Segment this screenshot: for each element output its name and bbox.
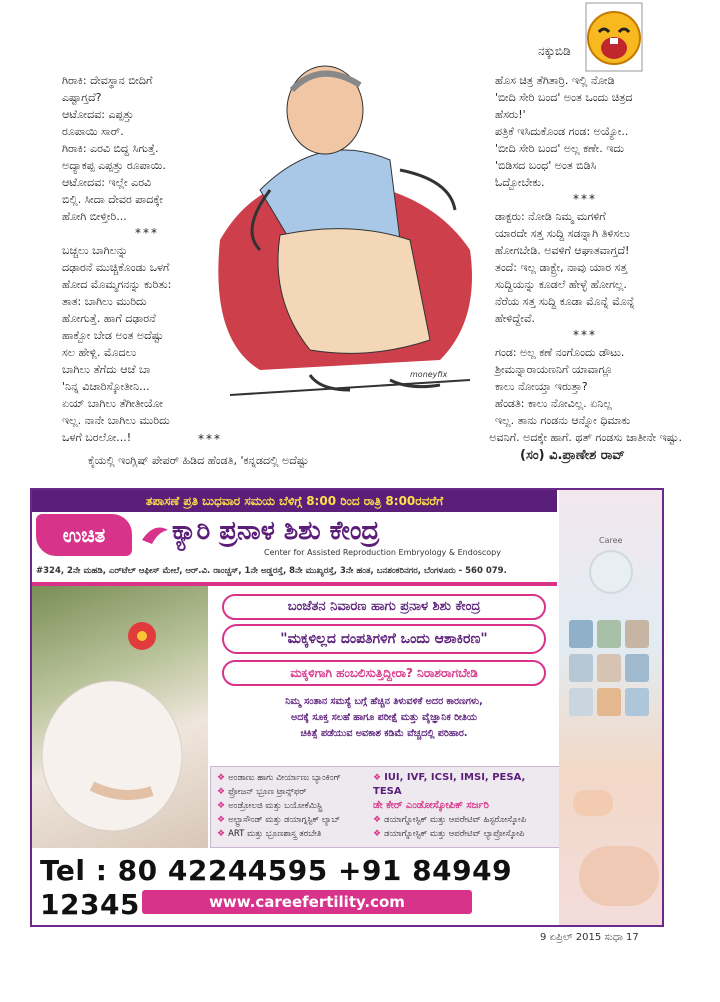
text-line: 'ಬಿಡಿಸದ ಬಂಧ' ಅಂತ ಬಿಡಿಸಿ (495, 159, 597, 172)
section-divider: *** (198, 432, 222, 446)
text-line: ಅದ್ಯಾಕಪ್ಪ ಎಪ್ಪತ್ತು ರೂಪಾಯಿ. (62, 159, 166, 172)
section-divider: *** (573, 328, 597, 342)
list-item: ❖ ಅಲ್ಟ್ರಾಸೌಂಡ್ ಮತ್ತು ಡಯಾಗ್ನಸ್ಟಿಕ್ ಲ್ಯಾಬ್ (217, 815, 340, 825)
embryo-image (625, 620, 649, 648)
text-line: ಅವನಿಗೆ. ಅದಕ್ಕೇ ಹಾಗೆ. ಥತ್ ಗಂಡಸು ಜಾತೀನೇ ಇಷ್ಟು. (489, 431, 682, 444)
diamond-icon: ❖ (217, 815, 226, 825)
text-line: ಹೋಗಿ ಬೀಳ್ತೀರಿ... (62, 210, 127, 223)
text-line: ಸಲ ಹೇಳ್ಲಿ. ಮೊದಲು (62, 346, 137, 359)
text-line: ಕಾಲು ನೋಯ್ತಾ ಇರುತ್ತಾ? (495, 380, 588, 393)
text-line: ಹೇಳಿದ್ದೇವೆ. (495, 312, 535, 325)
ad-body (218, 694, 550, 742)
text-line: ಒಳಗೆ ಬರಲೋ...! (62, 431, 132, 444)
text-line: ಬಾಗಿಲು ತೆಗೆದು ಆಚೆ ಬಾ (62, 363, 151, 376)
services-box (210, 766, 560, 848)
text-line: ಏಯ್ ಬಾಗಿಲು ತೆಗೀತೀಯೋ (62, 397, 163, 410)
text-line: ಹೋಗುತ್ತೆ. ಹಾಗೆ ದಢಾರನೆ (62, 312, 156, 325)
list-item: ❖ ಅಂಡಾಣು ಹಾಗು ವೀರ್ಯಾಣು ಬ್ಯಾಂಕಿಂಗ್ (217, 773, 341, 783)
diamond-icon: ❖ (217, 801, 226, 811)
embryo-image (625, 654, 649, 682)
text-line: 'ನಿನ್ನ ವಿಚಾರಿಸ್ಕೋತೀನಿ... (62, 380, 150, 393)
embryo-image (569, 688, 593, 716)
text-line: ಡಾಕ್ಟರು: ನೋಡಿ ನಿಮ್ಮ ಮಗಳಿಗೆ (495, 210, 606, 223)
list-item: ❖ ART ಮತ್ತು ಭ್ರೂಣಶಾಸ್ತ್ರ ತರಬೇತಿ (217, 829, 322, 839)
text-line: ಹೊಸ ಚಿತ್ರ ತೆಗಿತಾರ್ರಿ. ಇಲ್ಲಿ ನೋಡಿ (495, 74, 615, 87)
body-line: ಅದಕ್ಕೆ ಸೂಕ್ತ ಸಲಹೆ ಹಾಗೂ ಪರೀಕ್ಷೆ ಮತ್ತು ವೈಜ್ಞಾನಿಕ ರೀತಿಯ (290, 712, 478, 723)
text-line: ತಾತ: ಬಾಗಿಲು ಮುರಿದು (62, 295, 147, 308)
diamond-icon: ❖ (373, 829, 382, 839)
logo-icon (140, 522, 170, 550)
clinic-subtitle: Center for Assisted Reproduction Embryology & Endoscopy (264, 548, 501, 557)
text-line: ಓದ್ಬೋಬೇಕು. (495, 176, 545, 189)
phone-numbers: Tel : 80 42244595 +91 84949 12345 (40, 854, 558, 888)
diamond-icon: ❖ (217, 787, 226, 797)
text-line: ರೂಪಾಯಿ ಸಾರ್. (62, 125, 124, 138)
text-line: ಹೆಂಡತಿ: ಕಾಲು ನೋವಿಲ್ಲ. ಏನಿಲ್ಲ (495, 397, 612, 410)
text-line: ತಂದೆ: ಇಲ್ಲ ಡಾಕ್ಟ್ರೇ, ನಾವು ಯಾರ ಸತ್ತ (495, 261, 628, 274)
text-line: ಹೋದ ಮೊಮ್ಮಗನನ್ನು ಕುರಿತು: (62, 278, 172, 291)
list-item: ಡೇ ಕೇರ್ ಎಂಡೋಸ್ಕೋಪಿಕ್ ಸರ್ಜರಿ (373, 800, 489, 811)
clinic-address: #324, 2ನೇ ಮಹಡಿ, ಎರ್‌ಟೆಲ್ ಆಫೀಸ್ ಮೇಲೆ, ಆರ್.ವಿ. ರಾಂಚ್ಚಸ್, 1ನೇ ಅಡ್ಡರಸ್ತೆ, 8ನೇ ಮುಖ್ಯರಸ್ತೆ, 3ನೇ ಹಂತ, ಬನಶಂಕರಿನಗರ, ಬೆಂಗಳೂರು - 560 079. (36, 566, 507, 576)
embryo-image (625, 688, 649, 716)
text-line: ಗಿರಾಕಿ: ದೇವಸ್ಥಾನ ಬೀದಿಗೆ (62, 74, 153, 87)
text-line: ಪತ್ರಿಕೆ ಇಸಿದುಕೊಂಡ ಗಂಡ: ಅಯ್ಯೋ.. (495, 125, 629, 138)
website-link[interactable]: www.careefertility.com (142, 890, 472, 914)
list-item: ❖ ಡಯಾಗ್ನೋಸ್ಟಿಕ್ ಮತ್ತು ಆಪರೇಟಿವ್ ಹಿಸ್ಟರೋಸ್ಕೋಪಿ (373, 815, 527, 825)
text-line: ಬಿಲ್ಲಿ. ಸೀದಾ ದೇವರ ಪಾದಕ್ಕೇ (62, 193, 163, 206)
question-banner: ಮಕ್ಕಳಿಗಾಗಿ ಹಂಬಲಿಸುತ್ತಿದ್ದೀರಾ? ನಿರಾಶರಾಗಬೇಡಿ (222, 660, 546, 686)
text-line: ಬಚ್ಚಲು ಬಾಗಿಲನ್ನು (62, 244, 128, 257)
text-line: ಇಲ್ಲ. ತಾನು ಗಂಡನು ಆನ್ನೋ ಧಿಮಾಕು (495, 414, 631, 427)
diamond-icon: ❖ (217, 829, 226, 839)
continuation-line: ಕೈಯಲ್ಲಿ ಇಂಗ್ಲಿಷ್ ಪೇಪರ್ ಹಿಡಿದ ಹೆಂಡತಿ, 'ಕನ್ನಡದಲ್ಲಿ ಅದೆಷ್ಟು (88, 454, 309, 467)
text-line: ಹೋಗಬೇಡಿ. ಅವಳಿಗೆ ಆಘಾತವಾಗ್ತದೆ! (495, 244, 630, 257)
text-line: ಆಟೋದವ: ಎಪ್ಪತ್ತು (62, 108, 134, 121)
body-line: ನಿಮ್ಮ ಸಂತಾನ ಸಮಸ್ಯೆ ಬಗ್ಗೆ ಹೆಚ್ಚಿನ ತಿಳುವಳಿಕೆ ಅದರ ಕಾರಣಗಳು, (285, 696, 483, 707)
right-column (495, 72, 675, 429)
left-column (62, 72, 232, 446)
text-line: ಹಾಕ್ಬೋ ಬೇಡ ಅಂತ ಅದೆಷ್ಟು (62, 329, 164, 342)
list-item: ❖ ಡಯಾಗ್ನೋಸ್ಟಿಕ್ ಮತ್ತು ಆಪರೇಟಿವ್ ಲ್ಯಾಪ್ರೋಸ್ಕೋಪಿ (373, 829, 525, 839)
ad-timing-banner: ತಪಾಸಣೆ ಪ್ರತಿ ಬುಧವಾರ ಸಮಯ ಬೆಳಿಗ್ಗೆ 8:00 ರಿಂದ ರಾತ್ರಿ 8:00ರವರೆಗೆ (32, 490, 557, 512)
author-credit: (ಸಂ) ವಿ.ಪ್ರಾಣೇಶ ರಾವ್ (520, 448, 625, 463)
cartoonist-signature: moneyfix (410, 370, 448, 379)
pregnant-woman-photo (32, 586, 208, 848)
text-line: ಗಿರಾಕಿ: ಎರವಿ ಬಿದ್ದ ಸಿಗುತ್ತೆ. (62, 142, 159, 155)
list-item: ❖ IUI, IVF, ICSI, IMSI, PESA, TESA (373, 772, 526, 797)
cartoon-illustration (200, 40, 490, 400)
text-line: ಯಾರದೇ ಸತ್ತ ಸುದ್ದಿ ಸಡನ್ನಾಗಿ ತಿಳಿಸಲು (495, 227, 630, 240)
services-right-list (373, 771, 557, 841)
text-line: ಹೆಸರು!' (495, 108, 526, 121)
center-title: ಬಂಜೆತನ ನಿವಾರಣ ಹಾಗು ಪ್ರನಾಳ ಶಿಶು ಕೇಂದ್ರ (222, 594, 546, 620)
baby-photo (573, 790, 613, 816)
tagline: "ಮಕ್ಕಳಿಲ್ಲದ ದಂಪತಿಗಳಿಗೆ ಒಂದು ಆಶಾಕಿರಣ" (222, 624, 546, 654)
text-line: ಎಷ್ಟಾಗ್ತದೆ? (62, 91, 102, 104)
list-item: ❖ ಫ್ರೋಜನ್ ಭ್ರೂಣ ಟ್ರಾನ್ಸ್‌ಫರ್ (217, 787, 307, 797)
embryo-image (597, 688, 621, 716)
diamond-icon: ❖ (217, 773, 226, 783)
series-title: ನಕ್ಕುಬಿಡಿ (538, 44, 571, 58)
text-line: ನೆರೆಯ ಸತ್ತ ಸುದ್ದಿ ಕೂಡಾ ಮೊನ್ನೆ ಮೊನ್ನೆ (495, 295, 635, 308)
diamond-icon: ❖ (373, 815, 382, 825)
mother-baby-photo (579, 846, 659, 906)
embryo-image (569, 620, 593, 648)
section-divider: *** (135, 226, 159, 240)
diamond-icon: ❖ (373, 773, 382, 783)
brand-label: Caree (599, 536, 623, 545)
page-footer: 9 ಏಪ್ರಿಲ್ 2015 ಸುಧಾ 17 (540, 932, 639, 943)
image-collage (559, 490, 662, 925)
embryo-image (597, 654, 621, 682)
text-line: 'ಬೀದಿ ಸೇರಿ ಬಂದ' ಅಂತ ಒಂದು ಚಿತ್ರದ (495, 91, 633, 104)
free-badge: ಉಚಿತ (36, 514, 132, 556)
laughing-face-icon (585, 2, 643, 72)
embryo-image (597, 620, 621, 648)
clinic-name: ಕ್ಯಾರಿ ಪ್ರನಾಳ ಶಿಶು ಕೇಂದ್ರ (172, 516, 380, 546)
text-line: ಇಲ್ಲ. ನಾನೇ ಬಾಗಿಲು ಮುರಿದು (62, 414, 170, 427)
text-line: ಆಟೋದವ: ಇಲ್ಲೇ ಎರವಿ (62, 176, 152, 189)
text-line: ದಢಾರನೆ ಮುಚ್ಚಿಕೊಂಡು ಒಳಗೆ (62, 261, 170, 274)
text-line: 'ಬೀದಿ ಸೇರಿ ಬಂದ' ಅಲ್ಲ ಕಣೇ. ಇದು (495, 142, 624, 155)
section-divider: *** (573, 192, 597, 206)
body-line: ಚಿಕಿತ್ಸೆ ಪಡೆಯುವ ಅವಕಾಶ ಕಡಿಮೆ ವೆಚ್ಚದಲ್ಲಿ ಪರಿಹಾರ. (300, 728, 468, 739)
text-line: ಶ್ರೀಮನ್ನಾರಾಯಣನಿಗೆ ಯಾವಾಗ್ಲೂ (495, 363, 613, 376)
text-line: ಗಂಡ: ಅಲ್ಲ ಕಣೆ ನಂಗೊಂದು ಡೌಟು. (495, 346, 625, 359)
text-line: ಸುದ್ದಿಯನ್ನು ಕೂಡಲೆ ಹೇಳ್ಳೆ ಹೋಗಲ್ಲ. (495, 278, 627, 291)
embryo-image (569, 654, 593, 682)
fertility-clinic-ad (30, 488, 664, 927)
ultrasound-image (589, 550, 633, 594)
services-left-list (217, 771, 367, 841)
list-item: ❖ ಅಂಡ್ರೋಲಜಿ ಮತ್ತು ಬಯೋಕೆಮಿಸ್ಟ್ರಿ (217, 801, 323, 811)
